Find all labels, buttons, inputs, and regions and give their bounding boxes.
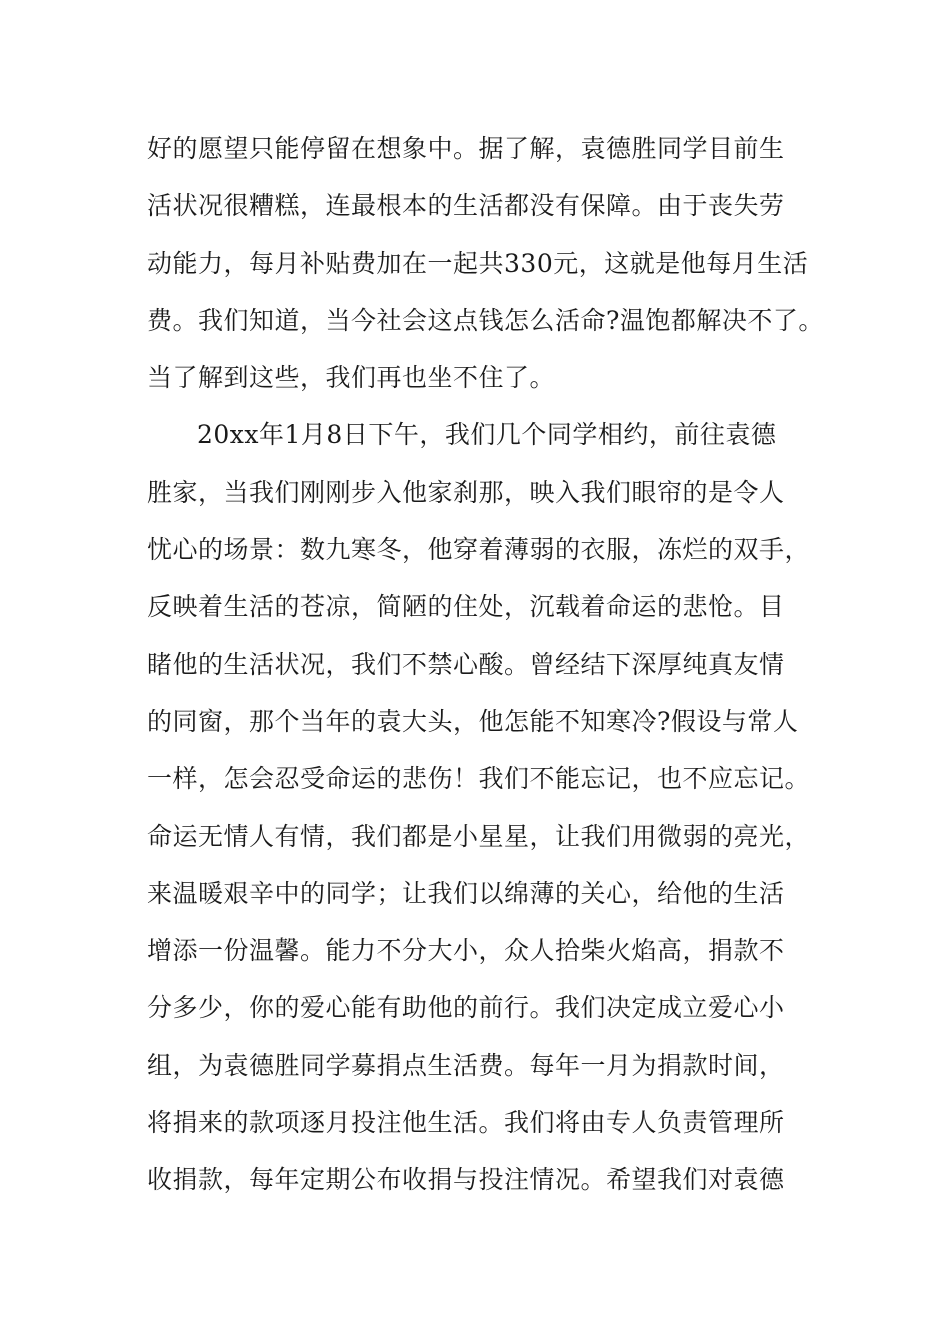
text-line: 当了解到这些，我们再也坐不住了。 — [147, 363, 556, 393]
text-line: 睹他的生活状况，我们不禁心酸。曾经结下深厚纯真友情 — [147, 649, 785, 679]
text-line: 将捐来的款项逐月投注他生活。我们将由专人负责管理所 — [147, 1108, 785, 1138]
text-line-indented: 20xx年1月8日下午，我们几个同学相约，前往袁德 — [197, 420, 777, 450]
text-line: 活状况很糟糕，连最根本的生活都没有保障。由于丧失劳 — [147, 191, 785, 221]
text-line: 来温暖艰辛中的同学；让我们以绵薄的关心，给他的生活 — [147, 878, 785, 908]
text-line: 组，为袁德胜同学募捐点生活费。每年一月为捐款时间， — [147, 1050, 785, 1080]
text-line: 胜家，当我们刚刚步入他家刹那，映入我们眼帘的是令人 — [147, 477, 785, 507]
text-line: 的同窗，那个当年的袁大头，他怎能不知寒冷?假设与常人 — [147, 706, 799, 736]
paragraph-1 — [147, 120, 827, 406]
text-line: 好的愿望只能停留在想象中。据了解，袁德胜同学目前生 — [147, 134, 785, 163]
text-line: 分多少，你的爱心能有助他的前行。我们决定成立爱心小 — [147, 993, 785, 1023]
text-line: 收捐款，每年定期公布收捐与投注情况。希望我们对袁德 — [147, 1165, 785, 1195]
text-line: 忧心的场景：数九寒冬，他穿着薄弱的衣服，冻烂的双手， — [147, 535, 811, 565]
text-line: 命运无情人有情，我们都是小星星，让我们用微弱的亮光， — [147, 821, 811, 851]
text-line: 动能力，每月补贴费加在一起共330元，这就是他每月生活 — [147, 248, 809, 278]
text-line: 费。我们知道，当今社会这点钱怎么活命?温饱都解决不了。 — [147, 305, 824, 335]
document-body — [147, 120, 827, 1209]
text-line: 一样，怎会忍受命运的悲伤！我们不能忘记，也不应忘记。 — [147, 764, 811, 794]
text-line: 反映着生活的苍凉，简陋的住处，沉载着命运的悲怆。目 — [147, 592, 785, 622]
text-line: 增添一份温馨。能力不分大小，众人拾柴火焰高，捐款不 — [147, 936, 785, 966]
paragraph-2 — [147, 406, 827, 1208]
